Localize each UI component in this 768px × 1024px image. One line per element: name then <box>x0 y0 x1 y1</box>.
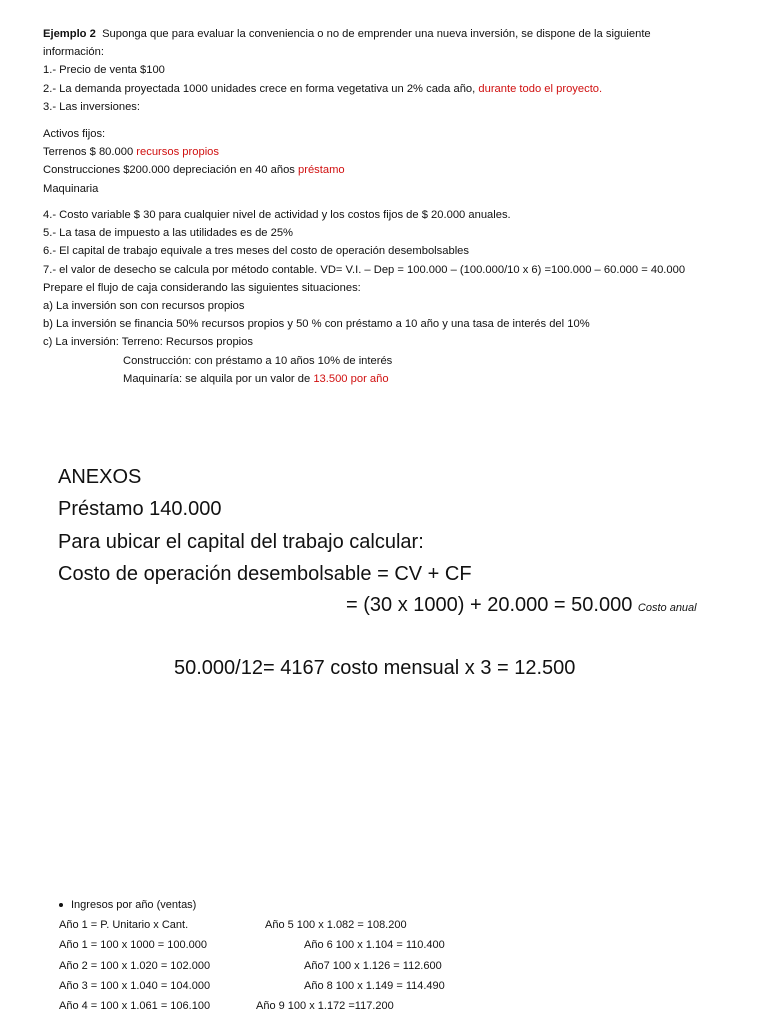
item-investments: 3.- Las inversiones: <box>43 100 141 113</box>
bullet-icon <box>59 903 63 907</box>
problem-statement <box>43 25 743 116</box>
income-left-row: Año 3 = 100 x 1.040 = 104.000 <box>59 980 211 992</box>
land-line: Terrenos $ 80.000 recursos propios <box>43 146 219 159</box>
item-price: 1.- Precio de venta $100 <box>43 64 165 77</box>
monthly-calc: 50.000/12= 4167 costo mensual x 3 = 12.500 <box>174 657 576 679</box>
income-left-row: Año 4 = 100 x 1.061 = 106.100 <box>59 1000 211 1012</box>
fixed-assets-heading: Activos fijos: <box>43 128 106 140</box>
conditions <box>43 206 743 388</box>
item-salvage-value: 7.- el valor de desecho se calcula por método contable. VD= V.I. – Dep = 100.000 – (100.000/10 x 6) =100.000 – 60.000 = 40.000 <box>43 263 686 276</box>
case-c-machinery: Maquinaría: se alquila por un valor de 13.500 por año <box>123 372 389 385</box>
income-left-row: Año 1 = 100 x 1000 = 100.000 <box>59 939 208 951</box>
case-a: a) La inversión son con recursos propios <box>43 300 245 313</box>
annual-cost-note: Costo anual <box>637 602 697 614</box>
income-heading: Ingresos por año (ventas) <box>59 899 196 911</box>
income-left-row: Año 1 = P. Unitario x Cant. <box>59 919 189 931</box>
income-right-row: Año 6 100 x 1.104 = 110.400 <box>304 939 445 951</box>
case-c-construction: Construcción: con préstamo a 10 años 10% de interés <box>123 354 393 367</box>
case-b: b) La inversión se financia 50% recursos propios y 50 % con préstamo a 10 año y una tasa de interés del 10% <box>43 318 590 331</box>
item-demand: 2.- La demanda proyectada 1000 unidades crece en forma vegetativa un 2% cada año, durante todo el proyecto. <box>43 82 603 95</box>
prepare-line: Prepare el flujo de caja considerando las siguientes situaciones: <box>43 281 361 294</box>
anexos-heading: ANEXOS <box>58 466 142 488</box>
income-right-row: Año7 100 x 1.126 = 112.600 <box>304 960 442 972</box>
item-working-capital: 6.- El capital de trabajo equivale a tres meses del costo de operación desembolsables <box>43 245 469 258</box>
case-c: c) La inversión: Terreno: Recursos propios <box>43 336 253 349</box>
capital-line: Para ubicar el capital del trabajo calcular: <box>58 531 424 553</box>
example-title: Ejemplo 2 <box>43 28 96 40</box>
item-tax: 5.- La tasa de impuesto a las utilidades es de 25% <box>43 227 294 240</box>
intro-line: Ejemplo 2 Suponga que para evaluar la conveniencia o no de emprender una nueva inversión, se dispone de la siguiente <box>43 28 651 40</box>
income-right-row: Año 8 100 x 1.149 = 114.490 <box>304 980 445 992</box>
loan-line: Préstamo 140.000 <box>58 498 222 520</box>
item-costs: 4.- Costo variable $ 30 para cualquier nivel de actividad y los costos fijos de $ 20.000 anuales. <box>43 209 511 221</box>
cost-equation: = (30 x 1000) + 20.000 = 50.000 Costo anual <box>346 594 697 616</box>
text-line: información: <box>43 46 104 59</box>
machinery-line: Maquinaria <box>43 182 99 195</box>
income-right-row: Año 5 100 x 1.082 = 108.200 <box>265 919 407 931</box>
construction-line: Construcciones $200.000 depreciación en 40 años préstamo <box>43 164 345 177</box>
income-left-row: Año 2 = 100 x 1.020 = 102.000 <box>59 960 211 972</box>
cost-formula: Costo de operación desembolsable = CV + CF <box>58 563 472 585</box>
income-right-row: Año 9 100 x 1.172 =117.200 <box>256 1000 394 1012</box>
fixed-assets <box>43 125 743 198</box>
